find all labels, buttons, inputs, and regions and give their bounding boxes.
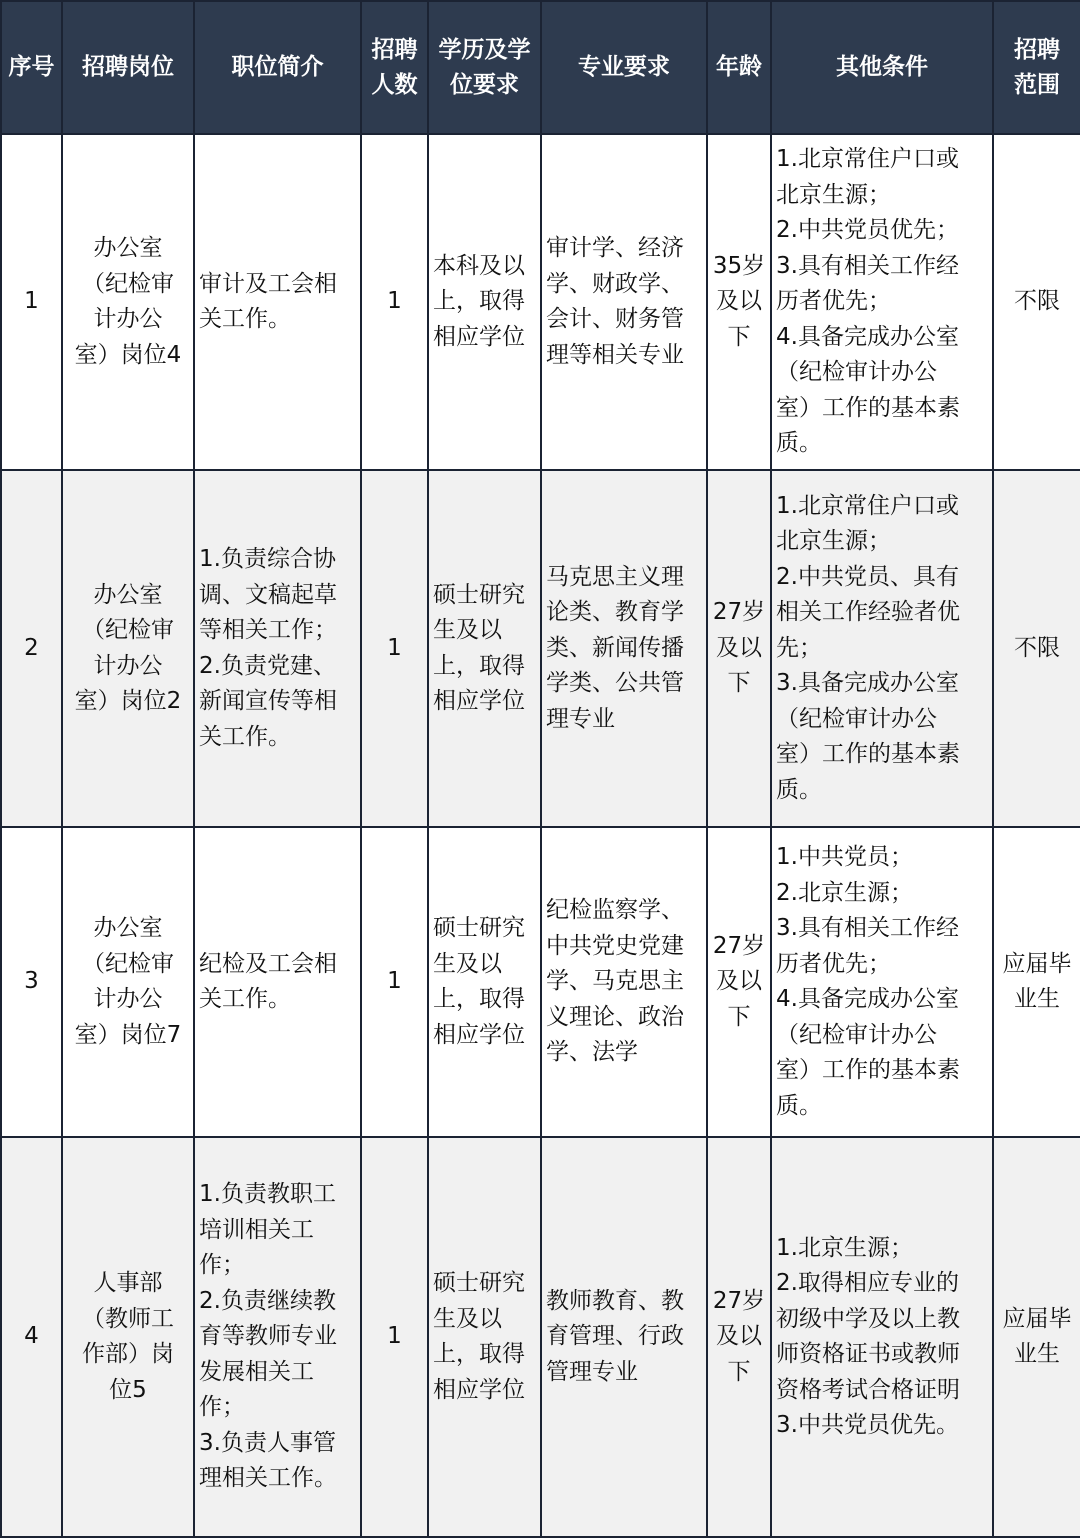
header-scope: 招聘 范围 (993, 1, 1080, 134)
cell-education: 硕士研究 生及以 上，取得 相应学位 (428, 1137, 541, 1537)
cell-intro: 1.负责教职工 培训相关工 作； 2.负责继续教 育等教师专业 发展相关工 作； 3.负责人事管 理相关工作。 (194, 1137, 361, 1537)
cell-position: 人事部 （教师工 作部）岗 位5 (62, 1137, 194, 1537)
table-row (1, 470, 1080, 827)
cell-index: 3 (1, 827, 62, 1137)
cell-count: 1 (361, 1137, 428, 1537)
header-other: 其他条件 (771, 1, 993, 134)
cell-education: 硕士研究 生及以 上，取得 相应学位 (428, 470, 541, 827)
cell-major: 审计学、经济 学、财政学、 会计、财务管 理等相关专业 (541, 134, 707, 470)
cell-index: 1 (1, 134, 62, 470)
table-header-row (1, 1, 1080, 134)
cell-major: 纪检监察学、 中共党史党建 学、马克思主 义理论、政治 学、法学 (541, 827, 707, 1137)
header-major: 专业要求 (541, 1, 707, 134)
table-row (1, 134, 1080, 470)
cell-education: 本科及以 上，取得 相应学位 (428, 134, 541, 470)
cell-education: 硕士研究 生及以 上，取得 相应学位 (428, 827, 541, 1137)
cell-age: 35岁 及以 下 (707, 134, 771, 470)
header-education: 学历及学 位要求 (428, 1, 541, 134)
cell-scope: 不限 (993, 470, 1080, 827)
table-row (1, 1137, 1080, 1537)
table-row (1, 827, 1080, 1137)
header-index: 序号 (1, 1, 62, 134)
cell-count: 1 (361, 470, 428, 827)
cell-index: 4 (1, 1137, 62, 1537)
cell-scope: 不限 (993, 134, 1080, 470)
cell-position: 办公室 （纪检审 计办公 室）岗位2 (62, 470, 194, 827)
cell-position: 办公室 （纪检审 计办公 室）岗位7 (62, 827, 194, 1137)
cell-other: 1.北京生源； 2.取得相应专业的 初级中学及以上教 师资格证书或教师 资格考试合格证明 3.中共党员优先。 (771, 1137, 993, 1537)
cell-index: 2 (1, 470, 62, 827)
cell-intro: 1.负责综合协 调、文稿起草 等相关工作； 2.负责党建、 新闻宣传等相 关工作。 (194, 470, 361, 827)
header-position: 招聘岗位 (62, 1, 194, 134)
cell-intro: 纪检及工会相 关工作。 (194, 827, 361, 1137)
cell-other: 1.北京常住户口或 北京生源； 2.中共党员优先； 3.具有相关工作经 历者优先； 4.具备完成办公室 （纪检审计办公 室）工作的基本素 质。 (771, 134, 993, 470)
header-age: 年龄 (707, 1, 771, 134)
cell-intro: 审计及工会相 关工作。 (194, 134, 361, 470)
cell-other: 1.北京常住户口或 北京生源； 2.中共党员、具有 相关工作经验者优 先； 3.具备完成办公室 （纪检审计办公 室）工作的基本素 质。 (771, 470, 993, 827)
cell-major: 教师教育、教 育管理、行政 管理专业 (541, 1137, 707, 1537)
cell-count: 1 (361, 134, 428, 470)
cell-age: 27岁 及以 下 (707, 470, 771, 827)
cell-position: 办公室 （纪检审 计办公 室）岗位4 (62, 134, 194, 470)
header-count: 招聘 人数 (361, 1, 428, 134)
header-intro: 职位简介 (194, 1, 361, 134)
cell-age: 27岁 及以 下 (707, 1137, 771, 1537)
cell-major: 马克思主义理 论类、教育学 类、新闻传播 学类、公共管 理专业 (541, 470, 707, 827)
cell-scope: 应届毕 业生 (993, 827, 1080, 1137)
cell-age: 27岁 及以 下 (707, 827, 771, 1137)
cell-other: 1.中共党员； 2.北京生源； 3.具有相关工作经 历者优先； 4.具备完成办公室 （纪检审计办公 室）工作的基本素 质。 (771, 827, 993, 1137)
cell-scope: 应届毕 业生 (993, 1137, 1080, 1537)
cell-count: 1 (361, 827, 428, 1137)
